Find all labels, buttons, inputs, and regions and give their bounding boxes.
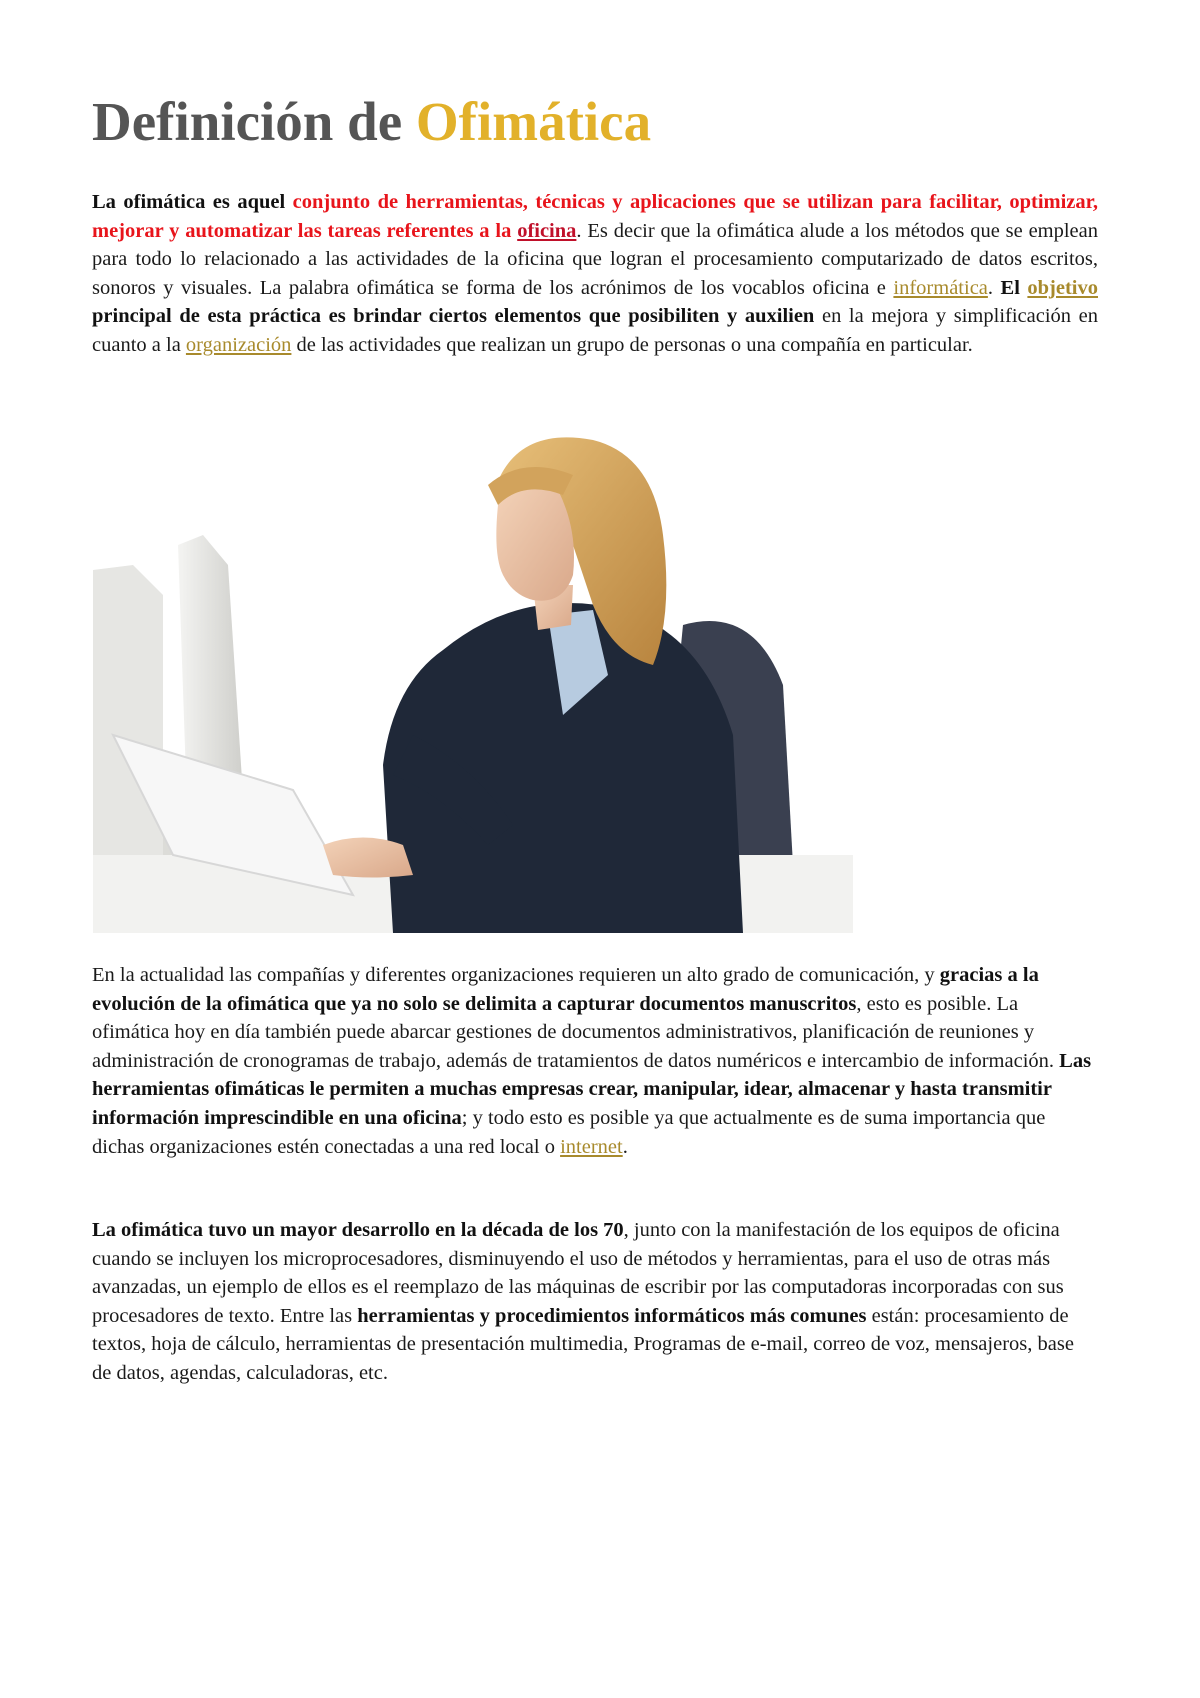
p1-highlight: conjunto de herramientas, técnicas y aplicaciones que se utilizan para facilitar, optimizar, mejorar y automatizar las tareas referentes a la: [92, 191, 1099, 242]
office-worker-photo: [93, 435, 853, 933]
title-accent: Ofimática: [415, 91, 652, 152]
p2-bold-2: Las herramientas ofimáticas le permiten a muchas empresas crear, manipular, idear, almacenar y hasta transmitir información imprescindible en una oficina: [92, 1049, 1092, 1129]
p2-text-2: , esto es posible. La ofimática hoy en día también puede abarcar gestiones de documentos administrativos, planificación de reuniones y administración de cronogramas de trabajo, además de tratamientos de datos numéricos e intercambio de información.: [92, 992, 1060, 1072]
p2-text-1: En la actualidad las compañías y diferentes organizaciones requieren un alto grado de comunicación, y: [92, 964, 940, 986]
p3-bold-1: La ofimática tuvo un mayor desarrollo en la década de los 70: [92, 1219, 624, 1241]
p3-text-1: , junto con la manifestación de los equipos de oficina cuando se incluyen los microprocesadores, disminuyendo el uso de métodos y herramientas, para el uso de otras más avanzadas, un ejemplo de ellos es el reemplazo de las máquinas de escribir por las computadoras incorporadas con sus procesadores de texto. Entre las: [92, 1219, 1064, 1327]
p3-text-2: están: procesamiento de textos, hoja de cálculo, herramientas de presentación multimedia, Programas de e-mail, correo de voz, mensajeros, base de datos, agendas, calculadoras, etc.: [92, 1304, 1074, 1384]
p1-sep: .: [987, 276, 1001, 299]
link-objetivo[interactable]: objetivo: [1027, 276, 1098, 299]
p1-bold-el: El: [1000, 276, 1028, 299]
p2-text-3: ; y todo esto es posible ya que actualmente es de suma importancia que dichas organizaciones estén conectadas a una red local o: [92, 1106, 1046, 1158]
link-informatica[interactable]: informática: [893, 276, 988, 299]
p1-text-3: de las actividades que realizan un grupo de personas o una compañía en particular.: [291, 333, 973, 356]
paragraph-definition: [92, 188, 1098, 360]
link-oficina[interactable]: oficina: [517, 219, 577, 242]
paragraph-historia: [92, 1216, 1098, 1388]
p1-bold-objective: principal de esta práctica es brindar ciertos elementos que posibiliten y auxilien: [92, 305, 815, 328]
paragraph-actualidad: [92, 961, 1098, 1161]
page-title: [92, 92, 651, 153]
title-prefix: Definición de: [92, 91, 416, 152]
link-organizacion[interactable]: organización: [185, 333, 292, 356]
p1-lead: La ofimática es aquel: [92, 191, 293, 213]
p1-text: . Es decir que la ofimática alude a los métodos que se emplean para todo lo relacionado a las actividades de la oficina que logran el procesamiento computarizado de datos escritos, sonoros y visuales. La palabra ofimática se forma de los acrónimos de los vocablos oficina e: [92, 219, 1099, 299]
p2-end: .: [622, 1135, 628, 1158]
p1-text-2: en la mejora y simplificación en cuanto a la: [92, 305, 1098, 356]
p2-bold-1: gracias a la evolución de la ofimática que ya no solo se delimita a capturar documentos manuscritos: [92, 964, 1039, 1015]
p3-bold-2: herramientas y procedimientos informáticos más comunes: [357, 1304, 867, 1327]
link-internet[interactable]: internet: [560, 1135, 623, 1158]
